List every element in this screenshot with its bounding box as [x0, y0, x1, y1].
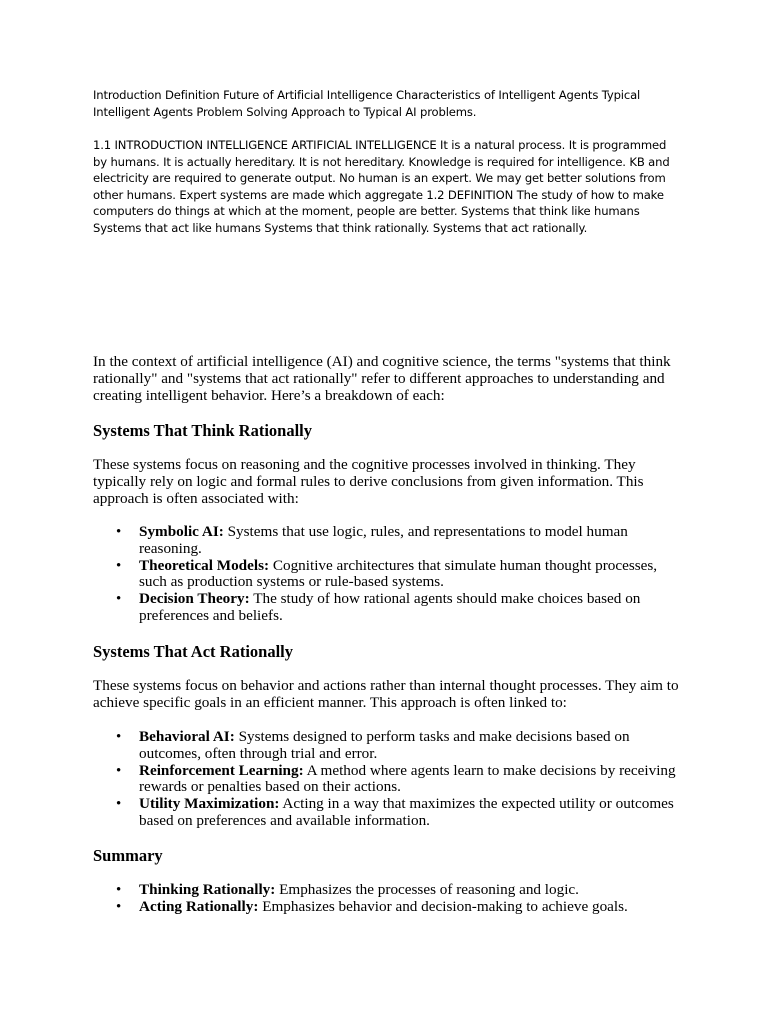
think-list — [93, 524, 683, 625]
act-heading-block — [93, 642, 683, 662]
act-heading: Systems That Act Rationally — [93, 642, 293, 661]
context-paragraph: In the context of artificial intelligence (AI) and cognitive science, the terms "systems that think rationally" and "systems that act rationally" refer to different approaches to understanding and creating intelligent behavior. Here’s a breakdown of each: — [93, 353, 671, 404]
summary-list — [93, 882, 683, 916]
think-paragraph: These systems focus on reasoning and the cognitive processes involved in thinking. They typically rely on logic and formal rules to derive conclusions from given information. This approach is often associated with: — [93, 456, 644, 507]
bullet-icon: • — [116, 762, 122, 779]
list-item — [93, 796, 683, 830]
bullet-icon: • — [116, 796, 122, 813]
list-item — [93, 882, 683, 899]
think-paragraph-block — [93, 457, 683, 507]
list-item-term: Symbolic AI: — [139, 523, 224, 540]
think-heading: Systems That Think Rationally — [93, 421, 312, 440]
list-item-term: Reinforcement Learning: — [139, 761, 304, 779]
list-item-text: Cognitive architectures that simulate human thought processes, such as production systems or rule-based systems. — [139, 556, 658, 591]
think-list-block — [93, 524, 683, 625]
list-item-text: Acting in a way that maximizes the expected utility or outcomes based on preferences and available information. — [139, 795, 674, 829]
list-item-text: Systems that use logic, rules, and representations to model human reasoning. — [139, 523, 628, 557]
act-list-block — [93, 729, 683, 830]
list-item — [93, 558, 683, 592]
list-item — [93, 729, 683, 763]
list-item-term: Decision Theory: — [139, 590, 250, 608]
summary-heading-block — [93, 846, 683, 866]
bullet-icon: • — [116, 882, 122, 898]
list-item-term: Utility Maximization: — [139, 795, 280, 813]
list-item-term: Behavioral AI: — [139, 728, 235, 745]
list-item — [93, 763, 683, 797]
bullet-icon: • — [116, 898, 122, 915]
bullet-icon: • — [116, 729, 122, 745]
list-item — [93, 899, 683, 916]
list-item — [93, 591, 683, 625]
act-list — [93, 729, 683, 830]
list-item-text: A method where agents learn to make decisions by receiving rewards or penalties based on their actions. — [139, 761, 676, 796]
list-item-text: Emphasizes behavior and decision-making to achieve goals. — [258, 897, 628, 915]
bullet-icon: • — [116, 591, 122, 608]
act-paragraph: These systems focus on behavior and actions rather than internal thought processes. They aim to achieve specific goals in an efficient manner. This approach is often linked to: — [93, 677, 679, 711]
list-item-text: Systems designed to perform tasks and make decisions based on outcomes, often through trial and error. — [139, 728, 630, 762]
list-item-term: Acting Rationally: — [139, 897, 259, 915]
act-paragraph-block — [93, 678, 683, 712]
list-item-term: Theoretical Models: — [139, 556, 270, 574]
intro-paragraph: Introduction Definition Future of Artificial Intelligence Characteristics of Intelligent Agents Typical Intelligent Agents Problem Solving Approach to Typical AI problems. — [93, 88, 641, 119]
summary-list-block — [93, 882, 683, 916]
summary-heading: Summary — [93, 846, 163, 865]
list-item — [93, 524, 683, 558]
list-item-text: The study of how rational agents should make choices based on preferences and beliefs. — [139, 590, 641, 624]
list-item-text: Emphasizes the processes of reasoning and logic. — [275, 881, 579, 898]
definition-paragraph: 1.1 INTRODUCTION INTELLIGENCE ARTIFICIAL INTELLIGENCE It is a natural process. It is programmed by humans. It is actually hereditary. It is not hereditary. Knowledge is required for intelligence. KB and electricity are required to generate output. No human is an expert. We may get better solutions from other humans. Expert systems are made which aggregate 1.2 DEFINITION The study of how to make computers do things at which at the moment, people are better. Systems that think like humans Systems that act like humans Systems that think rationally. Systems that act rationally. — [93, 138, 670, 235]
think-heading-block — [93, 421, 683, 441]
bullet-icon: • — [116, 524, 122, 540]
context-block — [93, 354, 683, 404]
bullet-icon: • — [116, 557, 122, 574]
list-item-term: Thinking Rationally: — [139, 881, 276, 898]
